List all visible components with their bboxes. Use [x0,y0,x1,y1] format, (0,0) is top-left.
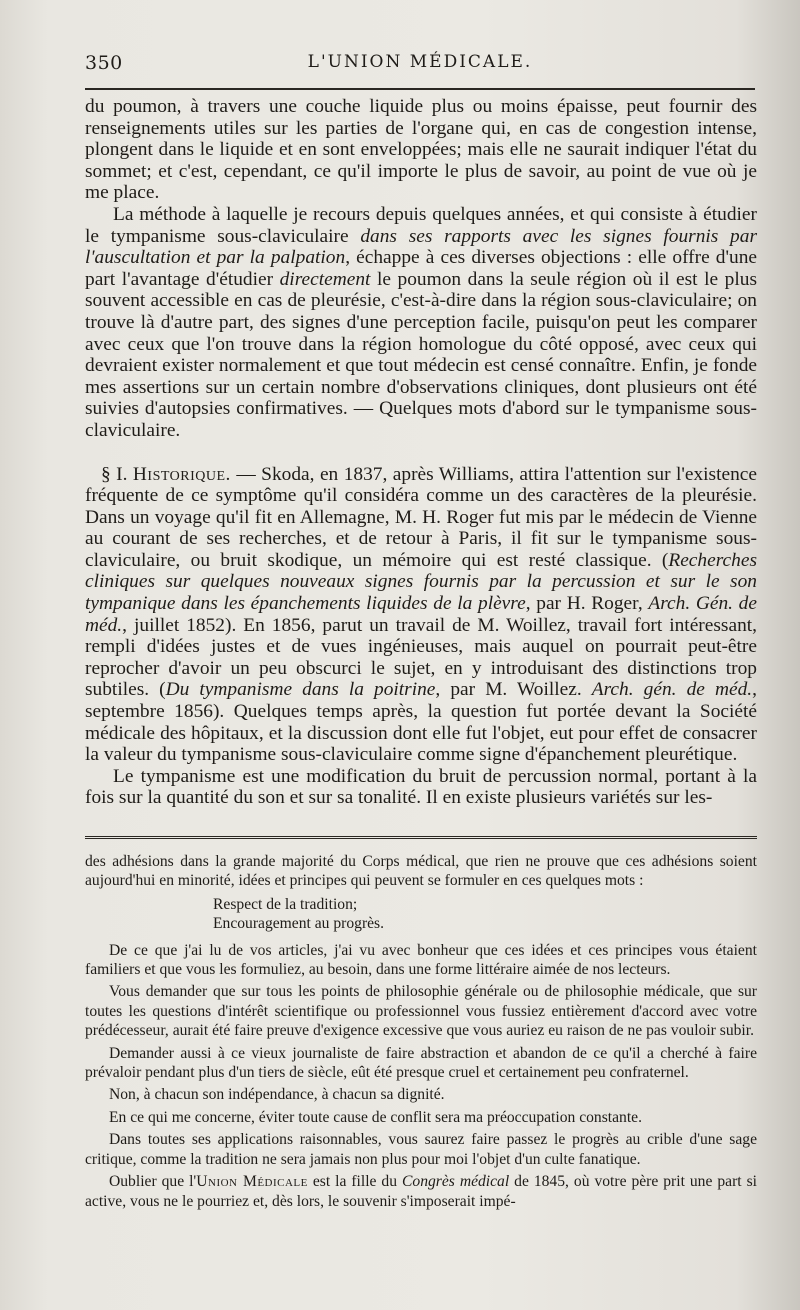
text-span: , par H. Roger, [525,593,649,615]
text-span: , juillet 1852). En 1856, parut un travail de M. Woillez, travail fort intéressant, rempli d'idées justes et de vues ingénieuses, mais auquel on pourrait peut-être reprocher d'avoir un peu obscurci le sujet, en y introduisant des distinctions trop subtiles. ( [85,614,757,701]
text-span: La méthode à laquelle je recours depuis quelques années, et qui consiste à étudier le tympanisme sous-claviculaire [85,203,757,247]
section-mark: § I. [101,463,133,485]
text-span: , par M. Woillez. [435,679,592,701]
italic-phrase: dans ses rapports avec les signes fournis par l'auscultation et par la palpation [85,225,757,269]
motto-line: Encouragement au progrès. [213,915,385,933]
main-text [85,96,757,809]
text-span: Oublier que l' [109,1173,197,1191]
page-header [85,52,755,80]
main-paragraph [85,766,757,809]
feuilleton-paragraph: En ce qui me concerne, éviter toute cause de conflit sera ma préoccupation constante. [109,1108,642,1126]
feuilleton-paragraph: Dans toutes ses applications raisonnables, vous saurez faire passez le progrès au crible d'une sage critique, comme la tradition ne sera jamais non plus pour moi l'objet d'un culte fanatique. [85,1131,757,1168]
feuilleton-paragraph: Non, à chacun son indépendance, à chacun sa dignité. [109,1086,445,1104]
journal-name: Union Médicale [196,1173,308,1191]
header-rule [85,88,755,90]
motto [85,895,757,934]
section-title: Historique. [132,463,231,485]
page-number: 350 [85,52,123,74]
italic-phrase: directement [279,268,371,290]
text-span: Le tympanisme est une modification du bruit de percussion normal, portant à la fois sur la quantité du son et sur sa tonalité. Il en existe plusieurs variétés sur les- [85,765,757,809]
text-span: — Skoda, en 1837, après Williams, attira l'attention sur l'existence fréquente de ce symptôme qu'il considéra comme un des caractères de la pleurésie. Dans un voyage qu'il fit en Allemagne, M. H. Roger fut mis par le médecin de Vienne au courant de ses recherches, et de retour à Paris, il fit sur le tympanisme sous-claviculaire, ou bruit skodique, un mémoire qui est resté classique. ( [85,463,757,571]
feuilleton-paragraph: De ce que j'ai lu de vos articles, j'ai vu avec bonheur que ces idées et ces principes vous étaient familiers et que vous les formuliez, au besoin, dans une forme littéraire aimée de nos lecteurs. [85,941,757,979]
section-historique [85,464,757,766]
feuilleton-paragraph: des adhésions dans la grande majorité du Corps médical, que rien ne prouve que ces adhésions soient aujourd'hui en minorité, idées et principes qui peuvent se formuler en ces quelques mots : [85,853,757,890]
feuilleton-rule [85,836,757,839]
main-paragraph [85,96,757,204]
text-span: de 1845, où votre père prit une part si active, vous ne le pourriez et, dès lors, le souvenir s'imposerait impé- [85,1173,757,1210]
citation-title: Du tympanisme dans la poitrine [165,679,436,701]
italic-phrase: Congrès médical [402,1173,510,1191]
text-span: , septembre 1856). Quelques temps après, la question fut portée devant la Société médicale des hôpitaux, et la discussion dont elle fut l'objet, eut pour effet de consacrer la valeur du tympanisme sous-claviculaire comme signe d'épanchement pleurétique. [85,679,757,766]
main-paragraph [85,204,757,442]
citation-journal: Arch. Gén. de méd. [85,593,757,636]
motto-line: Respect de la tradition; [213,895,358,913]
feuilleton-paragraph [85,1172,757,1211]
citation-journal: Arch. gén. de méd. [591,679,753,701]
text-span: le poumon dans la seule région où il est le plus souvent accessible en cas de pleurésie, c'est-à-dire dans la région sous-claviculaire; on trouve là d'autre part, des signes d'une perception facile, puisqu'on peut les comparer avec ceux que l'on trouve dans la région homologue du côté opposé, avec ceux qui devraient exister normalement et que tout médecin est censé connaître. Enfin, je fonde mes assertions sur un certain nombre d'observations cliniques, dont plusieurs ont été suivies d'autopsies confirmatives. — Quelques mots d'abord sur le tympanisme sous-claviculaire. [85,268,757,441]
feuilleton-paragraph: Demander aussi à ce vieux journaliste de faire abstraction et abandon de ce qu'il a cherché à faire prévaloir pendant plus d'un tiers de siècle, eût été presque cruel et certainement peu confraternel. [85,1044,757,1082]
text-span: est la fille du [307,1173,402,1191]
citation-title: Recherches cliniques sur quelques nouveaux signes fournis par la percussion et sur le son tympanique dans les épanchements liquides de la plèvre [85,549,757,615]
text-span: , échappe à ces diverses objections : elle offre d'une part l'avantage d'étudier [85,247,757,290]
feuilleton-text [85,852,757,1214]
running-title: L'UNION MÉDICALE. [307,52,533,72]
text-span: du poumon, à travers une couche liquide plus ou moins épaisse, peut fournir des renseignements utiles sur les parties de l'organe qui, en cas de congestion intense, plongent dans le liquide et en sont enveloppées; mais elle ne saurait indiquer l'état du sommet; et c'est, cependant, ce qu'il importe le plus de savoir, au point de vue où je me place. [85,96,757,204]
feuilleton-paragraph: Vous demander que sur tous les points de philosophie générale ou de philosophie médicale, que sur toutes les questions d'intérêt scientifique ou professionnel vous fussiez entièrement d'accord avec votre prédécesseur, aurait été faire preuve d'exigence excessive que vous auriez eu raison de ne pas vouloir subir. [85,983,757,1040]
